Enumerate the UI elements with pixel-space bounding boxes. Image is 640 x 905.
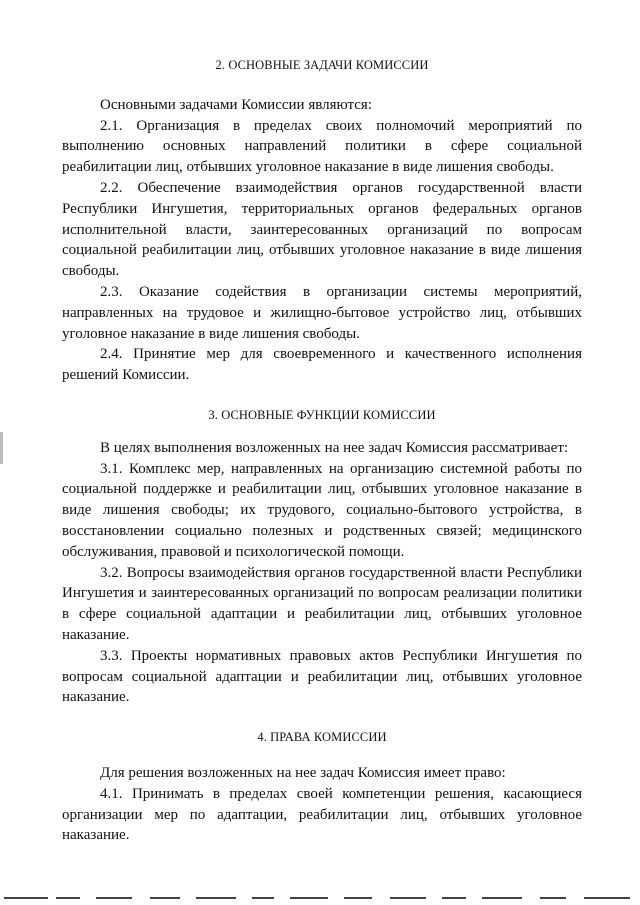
tasks-intro: Основными задачами Комиссии являются: (100, 96, 372, 113)
task-item-2-3: 2.3. Оказание содействия в организации системы мероприятий, направленных на трудовое и жилищно-бытовое устройство лиц, отбывших уголовное наказание в виде лишения свободы. (62, 283, 582, 342)
scan-footer-rule (0, 893, 640, 905)
section-heading-tasks: 2. ОСНОВНЫЕ ЗАДАЧИ КОМИССИИ (215, 58, 429, 72)
section-heading-functions: 3. ОСНОВНЫЕ ФУНКЦИИ КОМИССИИ (208, 407, 436, 422)
section-heading-rights: 4. ПРАВА КОМИССИИ (257, 730, 387, 745)
scan-margin-mark (0, 432, 3, 464)
function-item-3-2: 3.2. Вопросы взаимодействия органов государственной власти Республики Ингушетия и заинтересованных организаций по вопросам реализации политики в сфере социальной адаптации и реабилитации лиц, отбывших уголовное наказание. (62, 564, 582, 643)
function-item-3-1: 3.1. Комплекс мер, направленных на организацию системной работы по социальной поддержке и реабилитации лиц, отбывших уголовное наказание в виде лишения свободы; их трудового, социально-бытового устройства, в восстановлении социально полезных и родственных связей; медицинского обслуживания, правовой и психологической помощи. (62, 460, 582, 560)
task-item-2-1: 2.1. Организация в пределах своих полномочий мероприятий по выполнению основных направлений политики в сфере социальной реабилитации лиц, отбывших уголовное наказание в виде лишения свободы. (62, 117, 582, 176)
functions-intro: В целях выполнения возложенных на нее задач Комиссия рассматривает: (100, 439, 569, 456)
rights-intro: Для решения возложенных на нее задач Комиссия имеет право: (100, 764, 506, 781)
document-body (62, 55, 582, 846)
task-item-2-2: 2.2. Обеспечение взаимодействия органов государственной власти Республики Ингушетия, территориальных органов федеральных органов исполнительной власти, заинтересованных организаций по вопросам социальной реабилитации лиц, отбывших уголовное наказание в виде лишения свободы. (62, 179, 582, 280)
rights-item-4-1: 4.1. Принимать в пределах своей компетенции решения, касающиеся организации мер по адаптации, реабилитации лиц, отбывших уголовное наказание. (62, 785, 582, 844)
task-item-2-4: 2.4. Принятие мер для своевременного и качественного исполнения решений Комиссии. (62, 346, 582, 384)
function-item-3-3: 3.3. Проекты нормативных правовых актов Республики Ингушетия по вопросам социальной адаптации и реабилитации лиц, отбывших уголовное наказание. (62, 647, 582, 706)
